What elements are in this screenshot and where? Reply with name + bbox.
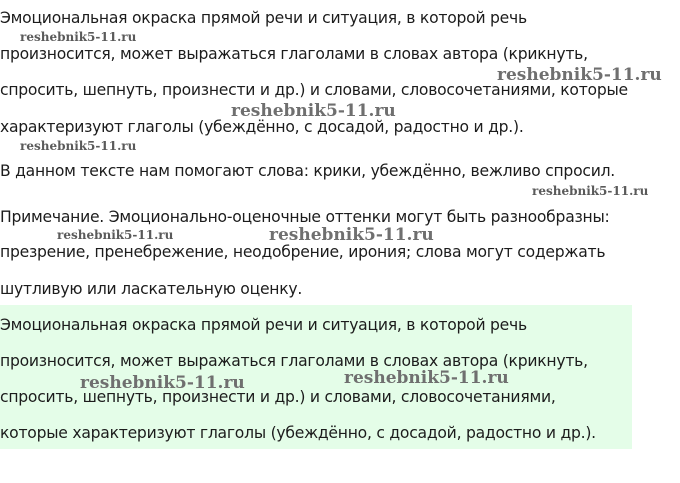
paragraph-2-line-1: В данном тексте нам помогают слова: крики, убеждённо, вежливо спросил.	[0, 162, 615, 180]
paragraph-3-line-1: Примечание. Эмоционально-оценочные оттенки могут быть разнообразны:	[0, 208, 610, 226]
paragraph-1-line-4: характеризуют глаголы (убеждённо, с досадой, радостно и др.).	[0, 118, 524, 136]
watermark: reshebnik5-11.ru	[231, 101, 396, 121]
paragraph-3-line-2: презрение, пренебрежение, неодобрение, ирония; слова могут содержать	[0, 243, 606, 261]
watermark: reshebnik5-11.ru	[269, 225, 434, 245]
watermark: reshebnik5-11.ru	[532, 184, 649, 198]
highlighted-line-2: произносится, может выражаться глаголами в словах автора (крикнуть,	[0, 352, 588, 370]
watermark: reshebnik5-11.ru	[344, 368, 509, 388]
paragraph-1-line-1: Эмоциональная окраска прямой речи и ситуация, в которой речь	[0, 9, 527, 27]
watermark: reshebnik5-11.ru	[20, 139, 137, 153]
highlighted-line-3: спросить, шепнуть, произнести и др.) и словами, словосочетаниями,	[0, 388, 556, 406]
watermark: reshebnik5-11.ru	[497, 65, 662, 85]
paragraph-3-line-3: шутливую или ласкательную оценку.	[0, 280, 303, 298]
watermark: reshebnik5-11.ru	[57, 228, 174, 242]
watermark: reshebnik5-11.ru	[80, 373, 245, 393]
highlighted-line-4: которые характеризуют глаголы (убеждённо, с досадой, радостно и др.).	[0, 424, 596, 442]
paragraph-1-line-2: произносится, может выражаться глаголами в словах автора (крикнуть,	[0, 45, 588, 63]
watermark: reshebnik5-11.ru	[20, 30, 137, 44]
highlighted-line-1: Эмоциональная окраска прямой речи и ситуация, в которой речь	[0, 316, 527, 334]
paragraph-1-line-3: спросить, шепнуть, произнести и др.) и словами, словосочетаниями, которые	[0, 81, 628, 99]
